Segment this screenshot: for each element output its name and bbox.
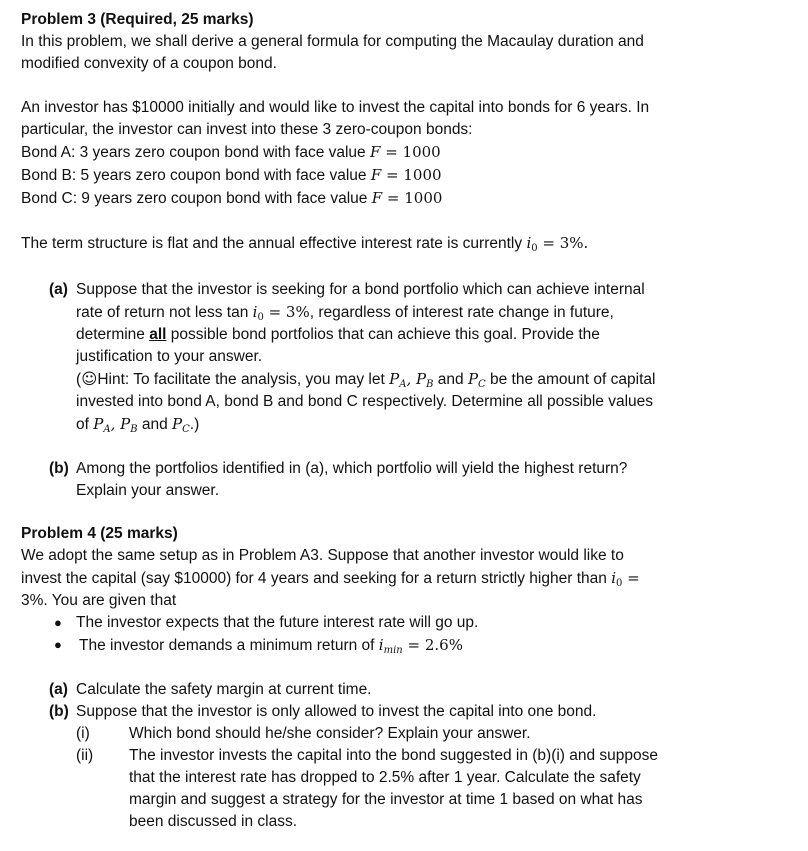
bullet-icon: ● xyxy=(54,637,62,652)
bullet-icon: ● xyxy=(54,615,62,630)
hint-line1: (☺Hint: To facilitate the analysis, you may let $P_A$, $P_B$ and $P_C$ be the amount of capital xyxy=(76,370,656,390)
list-item: ● The investor expects that the future interest rate will go up. xyxy=(54,612,788,634)
sub-item-ii: (ii) The investor invests the capital into the bond suggested in (b)(i) and suppose that the interest rate has dropped to 2.5% after 1 year. Calculate the safety margin and suggest a strategy for the investor at time 1 based on what has been discussed in class. xyxy=(76,747,659,830)
term-structure-line: The term structure is flat and the annual effective interest rate is currently $i_0 = 3\%$. xyxy=(21,234,589,254)
problem3-setup-line2: particular, the investor can invest into these 3 zero-coupon bonds: xyxy=(21,121,473,138)
problem4-bullet-list xyxy=(54,612,788,657)
problem3-intro-line1: In this problem, we shall derive a general formula for computing the Macaulay duration and xyxy=(21,33,644,50)
list-item: ● The investor demands a minimum return of $i_{min} = 2.6\%$ xyxy=(54,636,463,656)
part-b-label: (b) xyxy=(49,460,69,477)
problem3-part-a: (a) Suppose that the investor is seeking for a bond portfolio which can achieve internal rate of return not less $\tan i_0 = 3\%$, regardless of interest rate change in future, determine all possible bond portfolios that can achieve this goal. Provide the justification to your answer. (☺Hint: To facilitate the analysis, you may let $P_A$, $P_B$ and $P_C$ be the amount of capital invested into bond A, bond B and bond C respectively. Determine all possible values of $P_A$, $P_B$ and $P_C$.) xyxy=(49,279,788,436)
problem3-setup-line1: An investor has $10000 initially and would like to invest the capital into bonds for 6 years. In xyxy=(21,99,650,116)
part-a-label: (a) xyxy=(49,281,68,298)
problem3-part-b: (b) Among the portfolios identified in (a), which portfolio will yield the highest return? Explain your answer. xyxy=(49,460,628,499)
document-page: Problem 3 (Required, 25 marks) In this problem, we shall derive a general formula for computing the Macaulay duration and modified convexity of a coupon bond. An investor has $10000 initially and would like to invest the capital into bonds for 6 years. In particular, the investor can invest into these 3 zero-coupon bonds: Bond A: 3 years zero coupon bond with face value F = 1000 Bond B: 5 years zero coupon bond with face value F = 1000 Bond C: 9 years zero coupon bond with face value F = 1000 The term structure is flat and the annual effective interest rate is currently $i_0 = 3\%$. (a) Suppose that the investor is seeking for a bond portfolio which can achieve internal rate of return not less $\tan i_0 = 3\%$, regardless of interest rate change in future, determine all possible bond portfolios that can achieve this goal. Provide the justification to your answer. (☺Hint: To facilitate the analysis, you may let $P_A$, $P_B$ and $P_C$ be the amount of capital invested into bond A, bond B and bond C respectively. Determine all possible values of $P_A$, $P_B$ and $P_C$.) (b) Among the portfolios identified in (a), which portfolio will yield the highest return? Explain your answer. Problem 4 (25 marks) We adopt the same setup as in Problem A3. Suppose that another investor would like to invest the capital (say $10000) for 4 years and seeking for a return strictly higher than $i_0$ = 3%. You are given that ● The investor expects that the future interest rate will go up. ● The investor demands a minimum return of $i_{min} = 2.6\%$ (a) Calculate the safety margin at current time. (b) Suppose that the investor is only allowed to invest the capital into one bond. (i) Which bond should he/she consider? Explain your answer. (ii) The investor invests the capital into the bond suggested in (b)(i) and suppose that the interest rate has dropped to 2.5% after 1 year. Calculate the safety margin and suggest a strategy for the investor at time 1 based on what has been discussed in class. xyxy=(0,0,808,851)
problem4-part-b: (b) Suppose that the investor is only allowed to invest the capital into one bond. (i) Which bond should he/she consider? Explain your answer. (ii) The investor invests the capital into the bond suggested in (b)(i) and suppose that the interest rate has dropped to 2.5% after 1 year. Calculate the safety margin and suggest a strategy for the investor at time 1 based on what has been discussed in class. xyxy=(49,701,788,833)
smiley-icon: ☺ xyxy=(81,370,98,388)
bond-b-line: Bond B: 5 years zero coupon bond with face value F = 1000 xyxy=(21,166,442,184)
bond-a-line: Bond A: 3 years zero coupon bond with face value F = 1000 xyxy=(21,143,441,161)
problem3-heading: Problem 3 (Required, 25 marks) xyxy=(21,11,254,28)
problem4-heading: Problem 4 (25 marks) xyxy=(21,525,178,542)
bond-c-line: Bond C: 9 years zero coupon bond with face value F = 1000 xyxy=(21,189,443,207)
sub-item-i: (i) Which bond should he/she consider? Explain your answer. xyxy=(76,725,531,742)
problem3-intro-line2: modified convexity of a coupon bond. xyxy=(21,55,277,72)
problem4-part-a: (a) Calculate the safety margin at current time. xyxy=(49,681,372,698)
